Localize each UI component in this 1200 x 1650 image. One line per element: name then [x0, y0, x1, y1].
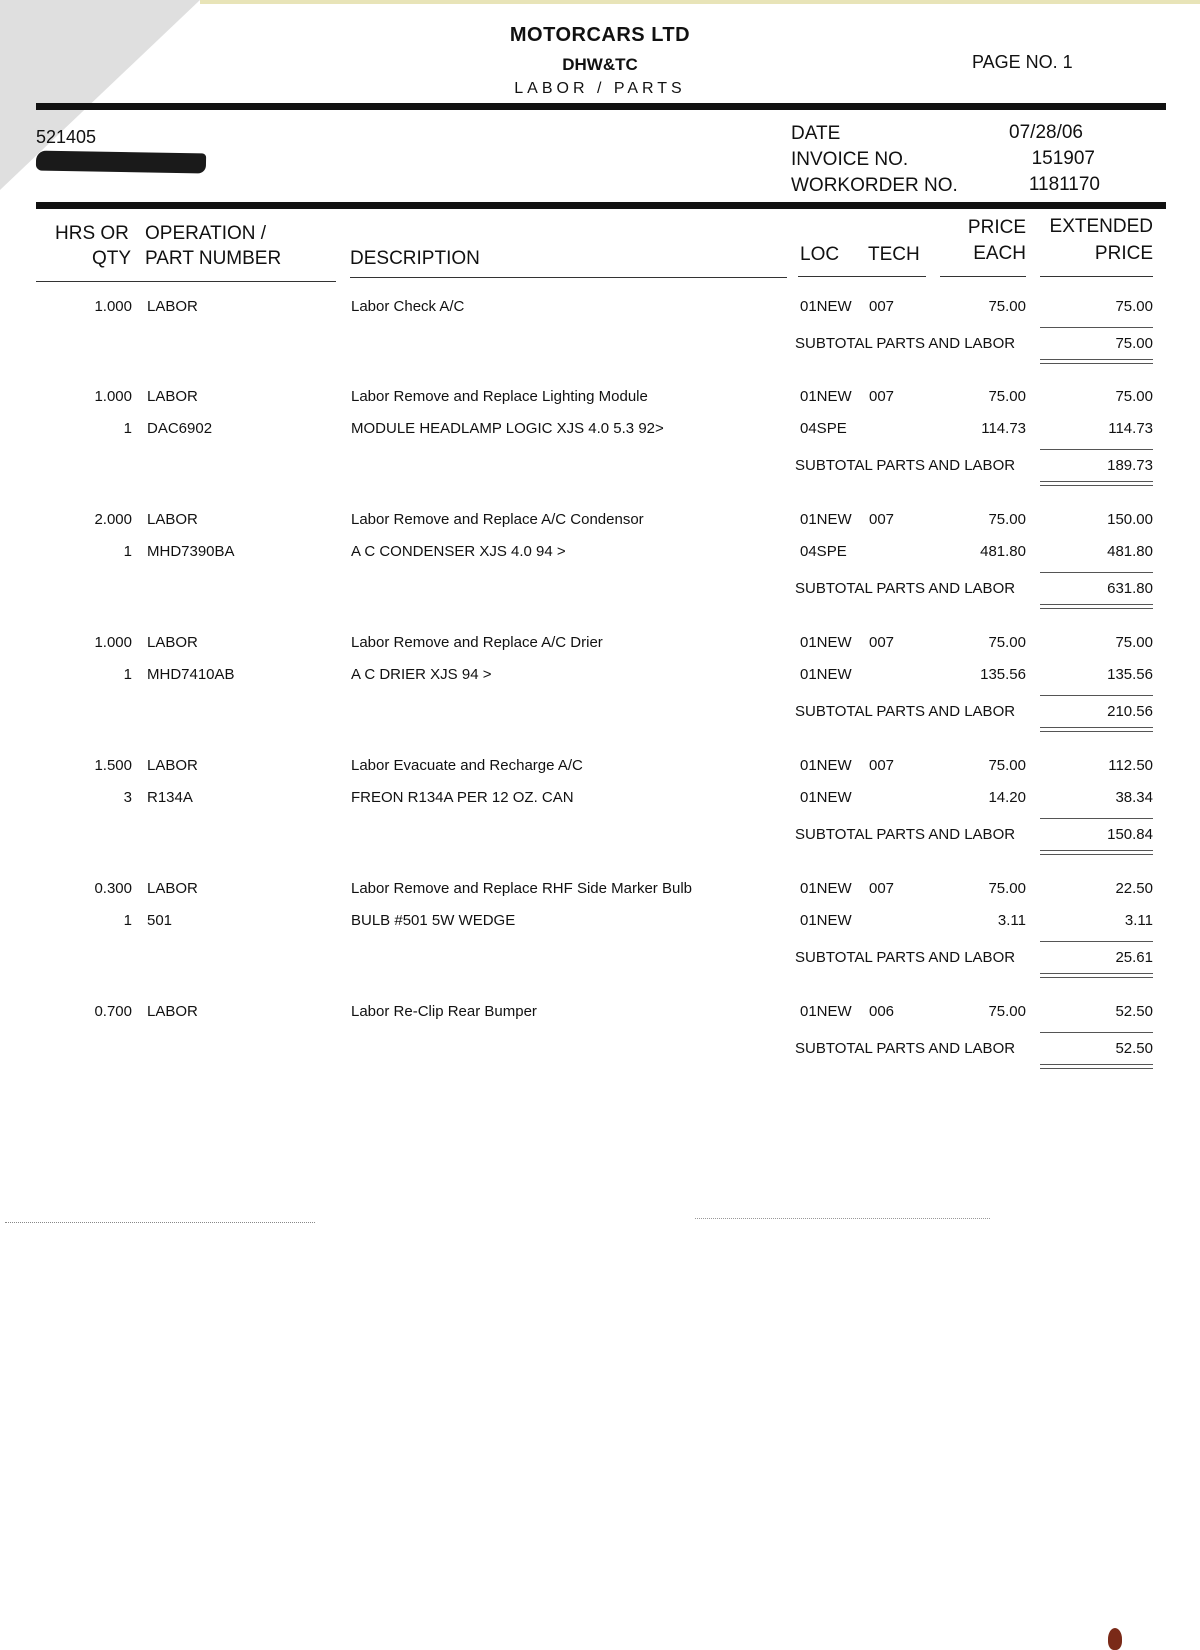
- col-underline: [798, 276, 926, 277]
- subtotal-label: SUBTOTAL PARTS AND LABOR: [795, 826, 1016, 843]
- line-price-each: 481.80: [980, 543, 1026, 560]
- line-qty: 1.000: [94, 388, 132, 405]
- invoice-value: 151907: [1031, 148, 1095, 169]
- subtotal-amount: 150.84: [1107, 826, 1153, 843]
- line-price-each: 14.20: [988, 789, 1026, 806]
- department-name: DHW&TC: [562, 55, 638, 74]
- subtotal-rule: [1040, 818, 1153, 820]
- line-extended-price: 75.00: [1115, 634, 1153, 651]
- line-description: A C DRIER XJS 94 >: [351, 666, 492, 683]
- line-part-number: R134A: [147, 789, 193, 806]
- line-tech: 007: [869, 634, 895, 651]
- line-tech: 007: [869, 757, 895, 774]
- line-loc: 01NEW: [800, 789, 852, 806]
- subtotal-rule: [1040, 1064, 1153, 1069]
- line-qty: 1.000: [94, 634, 132, 651]
- line-extended-price: 38.34: [1115, 789, 1153, 806]
- line-loc: 01NEW: [800, 757, 852, 774]
- document-type: LABOR / PARTS: [514, 80, 686, 97]
- line-extended-price: 481.80: [1107, 543, 1153, 560]
- line-part-number: LABOR: [147, 634, 198, 651]
- line-price-each: 75.00: [988, 298, 1026, 315]
- subtotal-rule: [1040, 572, 1153, 574]
- line-extended-price: 135.56: [1107, 666, 1153, 683]
- line-extended-price: 75.00: [1115, 298, 1153, 315]
- line-description: MODULE HEADLAMP LOGIC XJS 4.0 5.3 92>: [351, 420, 664, 437]
- column-header-rule: [36, 202, 1166, 209]
- subtotal-amount: 25.61: [1115, 949, 1153, 966]
- line-description: Labor Remove and Replace A/C Condensor: [351, 511, 644, 528]
- line-description: Labor Remove and Replace A/C Drier: [351, 634, 603, 651]
- col-header-ext-price: PRICE: [1094, 243, 1153, 264]
- subtotal-rule: [1040, 449, 1153, 451]
- line-price-each: 114.73: [981, 420, 1026, 437]
- line-loc: 04SPE: [800, 420, 847, 437]
- subtotal-amount: 631.80: [1107, 580, 1153, 597]
- line-part-number: LABOR: [147, 388, 198, 405]
- page-number: PAGE NO. 1: [972, 52, 1073, 72]
- line-tech: 007: [869, 388, 895, 405]
- line-part-number: 501: [147, 912, 173, 929]
- account-number: 521405: [36, 127, 97, 147]
- invoice-label: INVOICE NO.: [791, 149, 909, 170]
- col-header-price: PRICE: [967, 217, 1026, 238]
- line-qty: 0.700: [94, 1003, 132, 1020]
- subtotal-rule: [1040, 1032, 1153, 1034]
- line-price-each: 3.11: [997, 912, 1026, 929]
- line-extended-price: 22.50: [1115, 880, 1153, 897]
- line-qty: 1: [123, 420, 132, 437]
- subtotal-rule: [1040, 604, 1153, 609]
- col-header-hrs: HRS OR: [55, 223, 129, 244]
- line-qty: 3: [123, 789, 132, 806]
- line-qty: 1: [123, 543, 132, 560]
- col-header-description: DESCRIPTION: [350, 248, 480, 269]
- line-loc: 01NEW: [800, 912, 852, 929]
- line-part-number: LABOR: [147, 511, 198, 528]
- line-loc: 01NEW: [800, 634, 852, 651]
- line-extended-price: 3.11: [1124, 912, 1153, 929]
- header-rule: [36, 103, 1166, 110]
- line-price-each: 135.56: [980, 666, 1026, 683]
- line-loc: 04SPE: [800, 543, 847, 560]
- col-header-part-number: PART NUMBER: [145, 248, 282, 269]
- col-underline: [1040, 276, 1153, 277]
- line-extended-price: 75.00: [1115, 388, 1153, 405]
- subtotal-amount: 210.56: [1107, 703, 1153, 720]
- line-tech: 006: [869, 1003, 895, 1020]
- scan-mark: [5, 1222, 315, 1223]
- line-qty: 1.000: [94, 298, 132, 315]
- subtotal-rule: [1040, 695, 1153, 697]
- scan-mark: [695, 1218, 990, 1219]
- line-price-each: 75.00: [988, 511, 1026, 528]
- date-label: DATE: [791, 123, 841, 144]
- subtotal-amount: 75.00: [1115, 335, 1153, 352]
- col-header-extended: EXTENDED: [1049, 216, 1153, 237]
- line-price-each: 75.00: [988, 634, 1026, 651]
- line-part-number: LABOR: [147, 298, 198, 315]
- line-tech: 007: [869, 880, 895, 897]
- line-tech: 007: [869, 298, 895, 315]
- subtotal-rule: [1040, 359, 1153, 364]
- line-part-number: MHD7390BA: [147, 543, 235, 560]
- line-description: BULB #501 5W WEDGE: [351, 912, 516, 929]
- line-description: A C CONDENSER XJS 4.0 94 >: [351, 543, 566, 560]
- line-description: FREON R134A PER 12 OZ. CAN: [351, 789, 574, 806]
- col-underline: [36, 281, 336, 282]
- company-name: MOTORCARS LTD: [509, 24, 691, 46]
- col-header-tech: TECH: [868, 244, 920, 265]
- line-part-number: LABOR: [147, 1003, 198, 1020]
- subtotal-label: SUBTOTAL PARTS AND LABOR: [795, 1040, 1016, 1057]
- line-loc: 01NEW: [800, 880, 852, 897]
- line-loc: 01NEW: [800, 388, 852, 405]
- subtotal-label: SUBTOTAL PARTS AND LABOR: [795, 335, 1016, 352]
- line-tech: 007: [869, 511, 895, 528]
- line-qty: 0.300: [94, 880, 132, 897]
- subtotal-rule: [1040, 327, 1153, 329]
- col-header-each: EACH: [973, 243, 1026, 264]
- subtotal-amount: 52.50: [1115, 1040, 1153, 1057]
- line-qty: 1.500: [94, 757, 132, 774]
- col-underline: [940, 276, 1026, 277]
- subtotal-rule: [1040, 481, 1153, 486]
- line-part-number: LABOR: [147, 757, 198, 774]
- subtotal-label: SUBTOTAL PARTS AND LABOR: [795, 703, 1016, 720]
- subtotal-amount: 189.73: [1107, 457, 1153, 474]
- line-price-each: 75.00: [988, 1003, 1026, 1020]
- line-description: Labor Remove and Replace Lighting Module: [351, 388, 648, 405]
- workorder-value: 1181170: [1028, 174, 1100, 195]
- line-qty: 1: [123, 912, 132, 929]
- subtotal-label: SUBTOTAL PARTS AND LABOR: [795, 457, 1016, 474]
- line-part-number: LABOR: [147, 880, 198, 897]
- line-part-number: DAC6902: [147, 420, 213, 437]
- line-description: Labor Re-Clip Rear Bumper: [351, 1003, 537, 1020]
- line-extended-price: 114.73: [1108, 420, 1153, 437]
- line-extended-price: 52.50: [1115, 1003, 1153, 1020]
- subtotal-rule: [1040, 727, 1153, 732]
- line-price-each: 75.00: [988, 880, 1026, 897]
- line-description: Labor Evacuate and Recharge A/C: [351, 757, 583, 774]
- line-extended-price: 112.50: [1108, 757, 1153, 774]
- col-underline: [350, 277, 787, 278]
- col-header-operation: OPERATION /: [145, 223, 267, 244]
- subtotal-rule: [1040, 941, 1153, 943]
- line-price-each: 75.00: [988, 388, 1026, 405]
- line-description: Labor Check A/C: [351, 298, 465, 315]
- line-loc: 01NEW: [800, 298, 852, 315]
- col-header-qty: QTY: [92, 248, 132, 269]
- line-description: Labor Remove and Replace RHF Side Marker Bulb: [351, 880, 692, 897]
- scan-edge: [200, 0, 1200, 4]
- subtotal-rule: [1040, 850, 1153, 855]
- col-header-loc: LOC: [800, 244, 840, 265]
- subtotal-label: SUBTOTAL PARTS AND LABOR: [795, 949, 1016, 966]
- line-price-each: 75.00: [988, 757, 1026, 774]
- line-qty: 1: [123, 666, 132, 683]
- line-extended-price: 150.00: [1107, 511, 1153, 528]
- line-qty: 2.000: [94, 511, 132, 528]
- subtotal-rule: [1040, 973, 1153, 978]
- line-loc: 01NEW: [800, 666, 852, 683]
- line-loc: 01NEW: [800, 1003, 852, 1020]
- stain-mark: [1108, 1628, 1122, 1650]
- date-value: 07/28/06: [1009, 122, 1083, 143]
- subtotal-label: SUBTOTAL PARTS AND LABOR: [795, 580, 1016, 597]
- line-loc: 01NEW: [800, 511, 852, 528]
- line-part-number: MHD7410AB: [147, 666, 235, 683]
- redacted-customer-name: [36, 151, 206, 174]
- workorder-label: WORKORDER NO.: [791, 175, 958, 196]
